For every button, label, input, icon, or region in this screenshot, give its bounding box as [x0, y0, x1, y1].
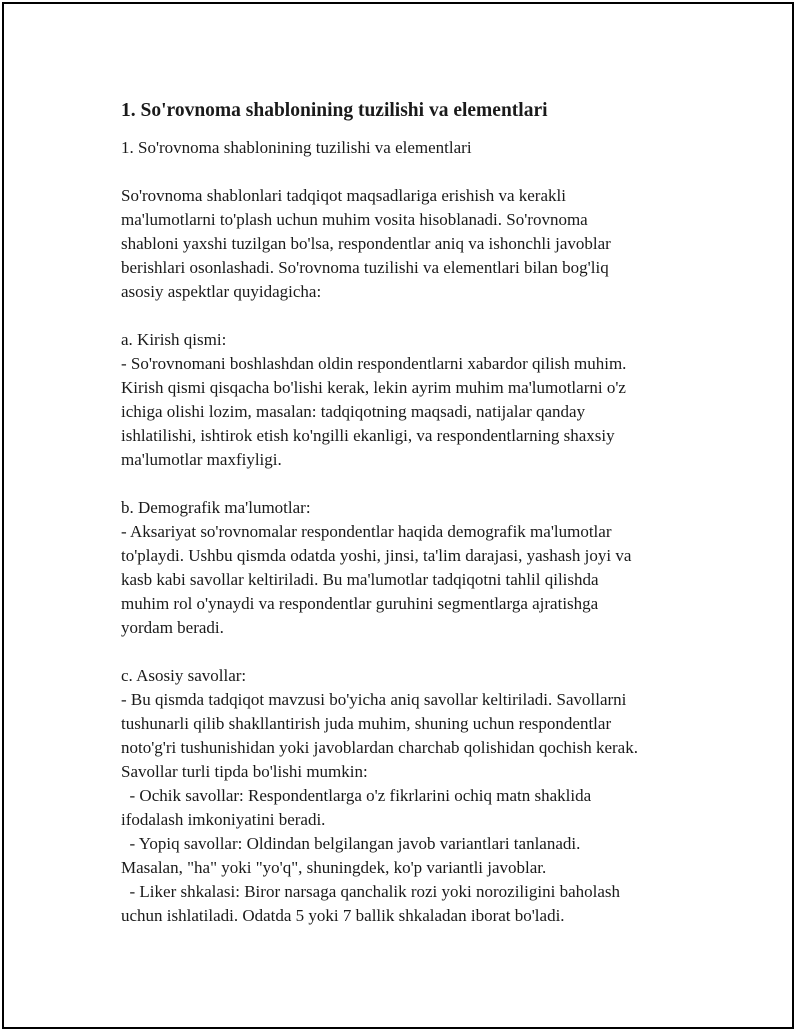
paragraph-demografik	[121, 496, 721, 640]
text-line: Savollar turli tipda bo'lishi mumkin:	[121, 762, 368, 781]
section-heading: a. Kirish qismi:	[121, 330, 227, 349]
text-line: to'playdi. Ushbu qismda odatda yoshi, jinsi, ta'lim darajasi, yashash joyi va	[121, 546, 632, 565]
document-body	[121, 98, 721, 928]
list-item-yopiq-savollar: - Yopiq savollar: Oldindan belgilangan javob variantlari tanlanadi.	[121, 834, 581, 853]
document-title: 1. So'rovnoma shablonining tuzilishi va elementlari	[121, 100, 548, 121]
paragraph-intro	[121, 184, 721, 304]
text-line: tushunarli qilib shakllantirish juda muhim, shuning uchun respondentlar	[121, 714, 612, 733]
text-line: So'rovnoma shablonlari tadqiqot maqsadlariga erishish va kerakli	[121, 186, 566, 205]
text-line: shabloni yaxshi tuzilgan bo'lsa, respondentlar aniq va ishonchli javoblar	[121, 234, 611, 253]
text-line: yordam beradi.	[121, 618, 224, 637]
text-line: ichiga olishi lozim, masalan: tadqiqotning maqsadi, natijalar qanday	[121, 402, 586, 421]
section-heading: c. Asosiy savollar:	[121, 666, 247, 685]
text-line: asosiy aspektlar quyidagicha:	[121, 282, 322, 301]
text-line: muhim rol o'ynaydi va respondentlar guruhini segmentlarga ajratishga	[121, 594, 599, 613]
text-line: ma'lumotlar maxfiyligi.	[121, 450, 282, 469]
list-item-ochik-savollar: - Ochik savollar: Respondentlarga o'z fikrlarini ochiq matn shaklida	[121, 786, 592, 805]
section-heading: b. Demografik ma'lumotlar:	[121, 498, 311, 517]
text-line: - Bu qismda tadqiqot mavzusi bo'yicha aniq savollar keltiriladi. Savollarni	[121, 690, 627, 709]
text-line: ishlatilishi, ishtirok etish ko'ngilli ekanligi, va respondentlarning shaxsiy	[121, 426, 615, 445]
text-line: berishlari osonlashadi. So'rovnoma tuzilishi va elementlari bilan bog'liq	[121, 258, 609, 277]
list-item-liker-shkalasi: - Liker shkalasi: Biror narsaga qanchalik rozi yoki noroziligini baholash	[121, 882, 621, 901]
text-line: uchun ishlatiladi. Odatda 5 yoki 7 ballik shkaladan iborat bo'ladi.	[121, 906, 565, 925]
document-subtitle: 1. So'rovnoma shablonining tuzilishi va elementlari	[121, 138, 472, 157]
paragraph-asosiy-savollar	[121, 664, 721, 928]
text-line: - Aksariyat so'rovnomalar respondentlar haqida demografik ma'lumotlar	[121, 522, 612, 541]
text-line: ifodalash imkoniyatini beradi.	[121, 810, 326, 829]
text-line: noto'g'ri tushunishidan yoki javoblardan charchab qolishidan qochish kerak.	[121, 738, 638, 757]
paragraph-kirish-qismi	[121, 328, 721, 472]
text-line: kasb kabi savollar keltiriladi. Bu ma'lumotlar tadqiqotni tahlil qilishda	[121, 570, 599, 589]
text-line: Kirish qismi qisqacha bo'lishi kerak, lekin ayrim muhim ma'lumotlarni o'z	[121, 378, 626, 397]
page-frame	[2, 2, 794, 1029]
text-line: Masalan, "ha" yoki "yo'q", shuningdek, ko'p variantli javoblar.	[121, 858, 547, 877]
text-line: - So'rovnomani boshlashdan oldin respondentlarni xabardor qilish muhim.	[121, 354, 627, 373]
text-line: ma'lumotlarni to'plash uchun muhim vosita hisoblanadi. So'rovnoma	[121, 210, 588, 229]
